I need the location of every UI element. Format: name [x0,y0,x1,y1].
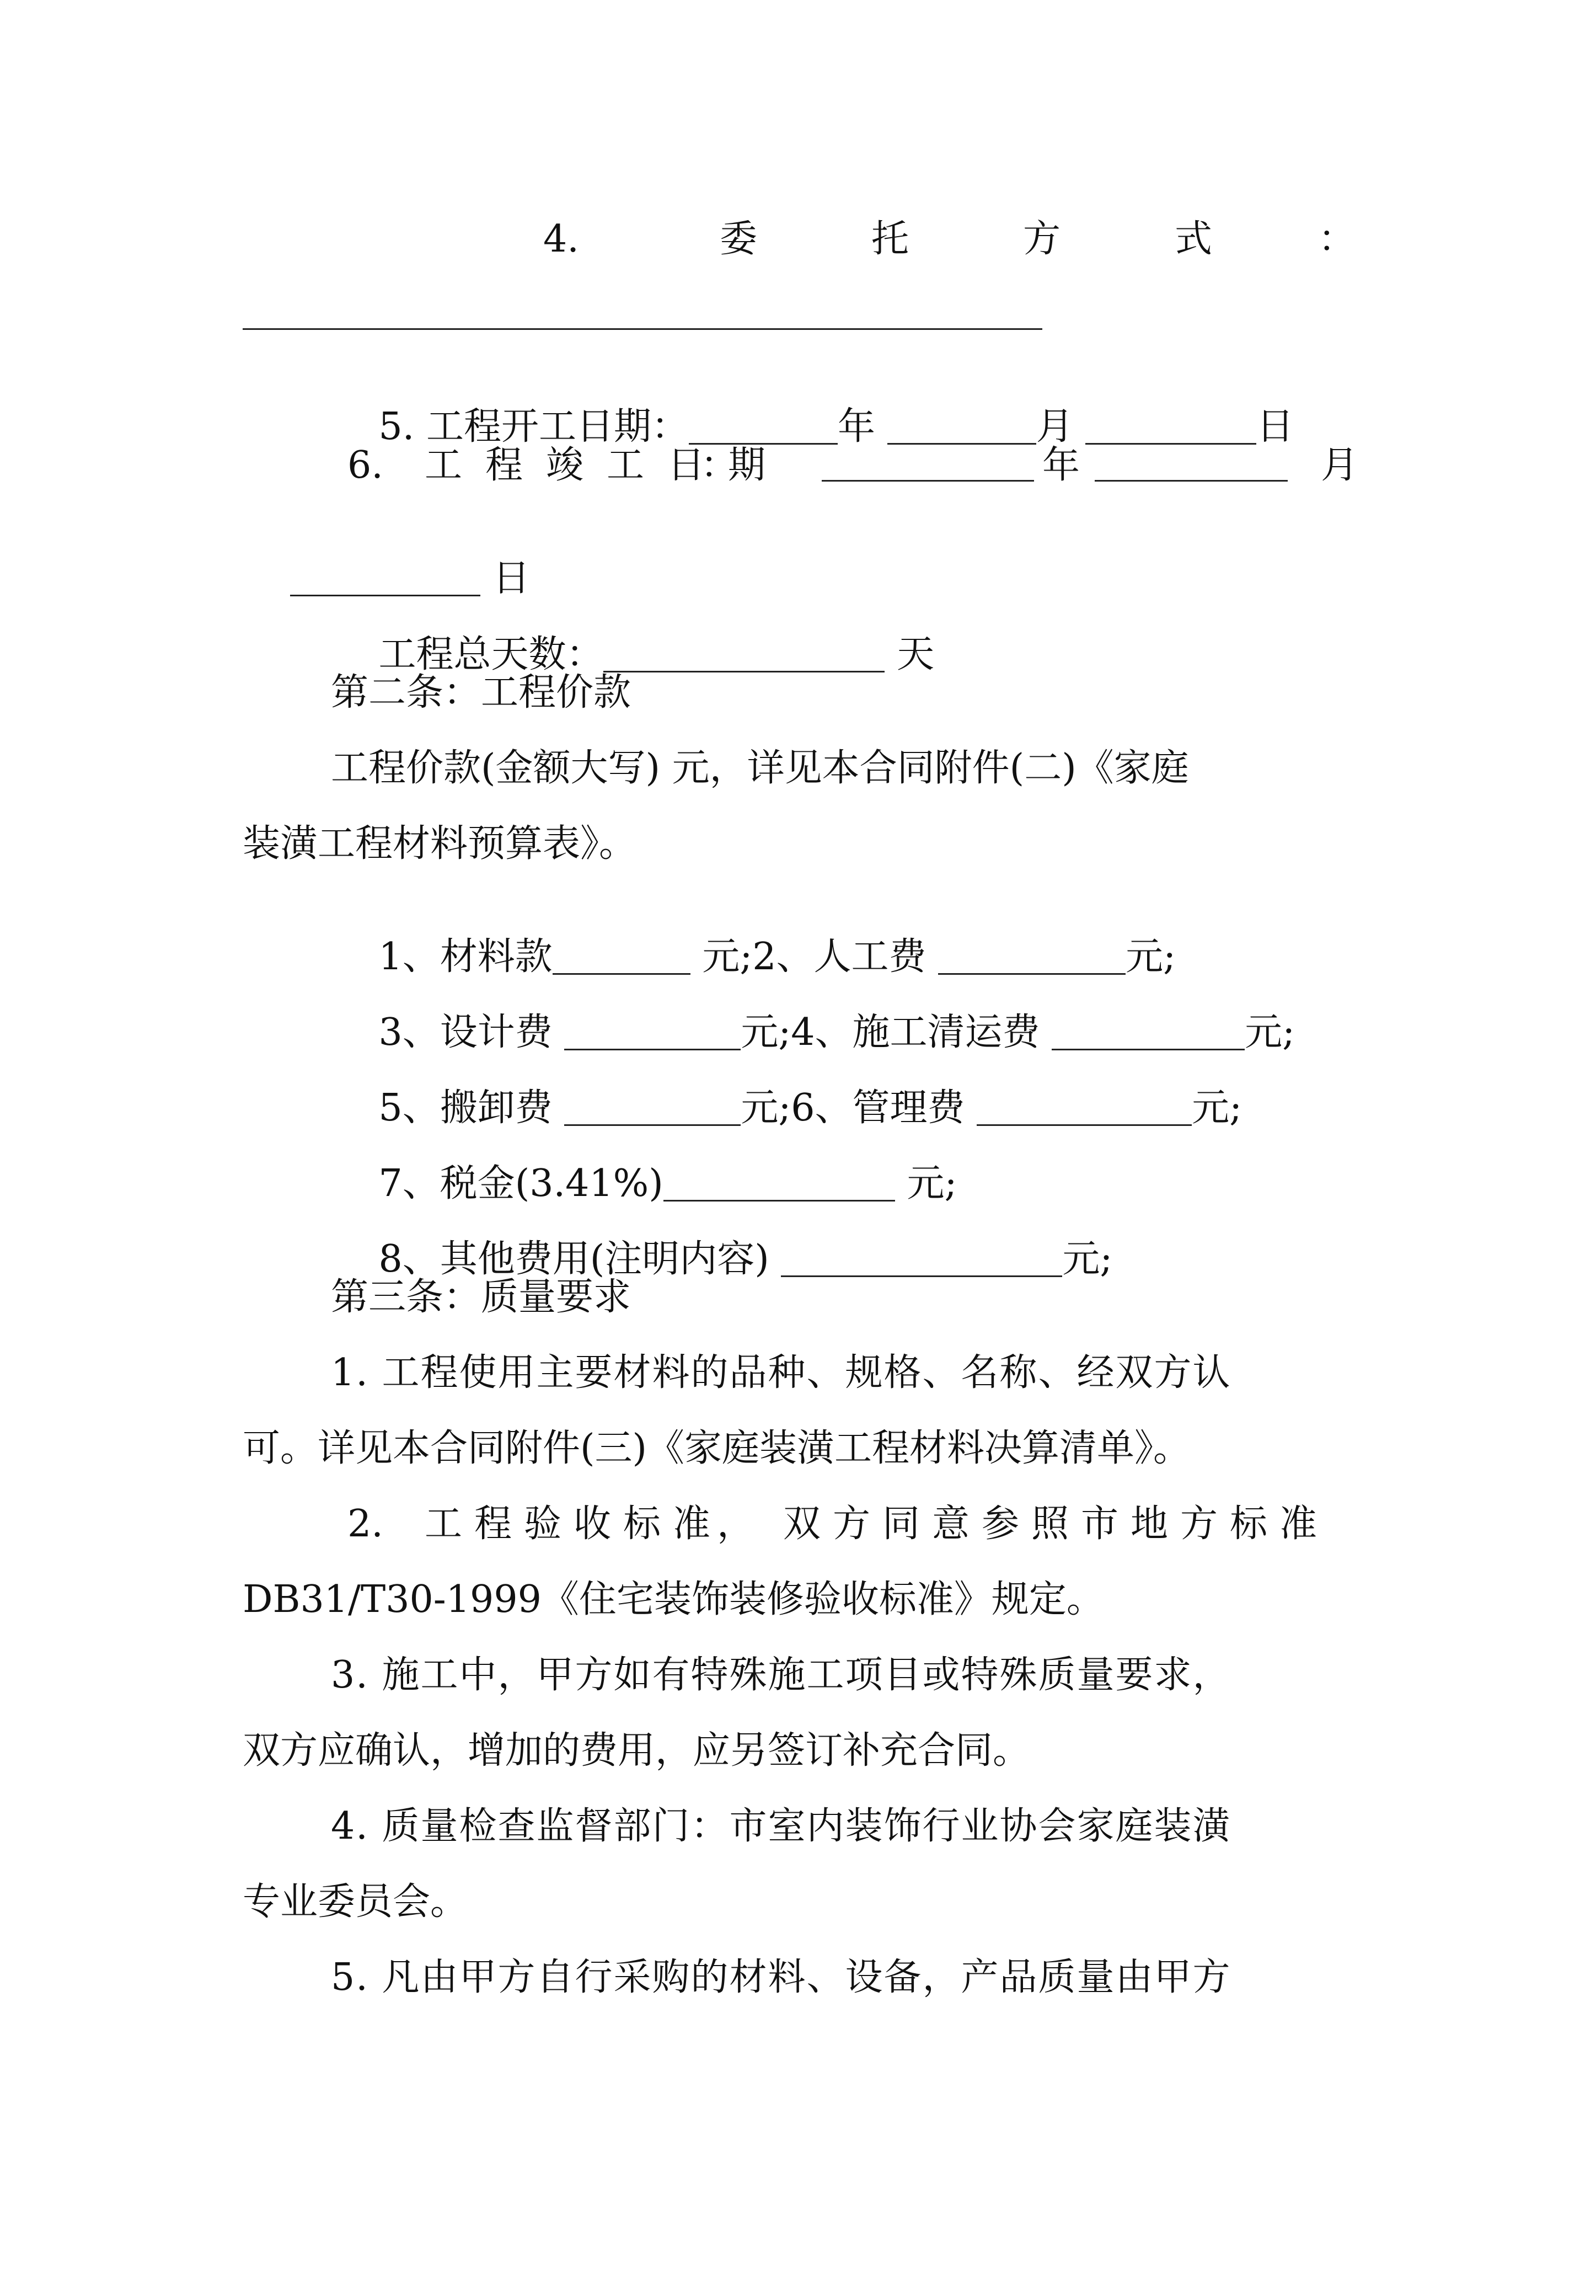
end-day-char: 日 [492,557,531,600]
quality-5-line-1: 5. 凡由甲方自行采购的材料、设备，产品质量由甲方 [331,1956,1231,1999]
end-date-c4: 工 [607,444,645,487]
end-year-blank [822,447,1034,482]
end-date-c5: 日 [667,444,705,487]
quality-1-line-1: 1. 工程使用主要材料的品种、规格、名称、经双方认 [331,1351,1231,1395]
fee-other-unit: 元; [1062,1237,1113,1281]
total-days-label: 工程总天数： [378,633,604,676]
line-price-1 [331,746,1357,790]
q2-c13: 照 [1031,1502,1069,1546]
fee-labor-unit: 元; [1126,935,1176,979]
entrust-char-4: 式 [1175,217,1213,261]
fee-labor-blank [938,940,1126,975]
q2-c17: 标 [1230,1502,1268,1546]
q2-c11: 意 [932,1502,970,1546]
total-days-blank [603,638,885,672]
year-char: 年 [837,405,875,448]
q2-num: 2. [347,1502,383,1546]
entrust-char-2: 托 [871,217,909,261]
entrust-char-3: 方 [1023,217,1061,261]
end-day-blank [290,562,480,596]
q2-c4: 收 [574,1502,612,1546]
quality-4-line-2: 专业委员会。 [243,1880,468,1924]
q2-c8: 双 [783,1502,821,1546]
end-date-c3: 竣 [546,444,584,487]
q2-c2: 程 [474,1502,512,1546]
fee-other-blank [781,1242,1062,1277]
fee-material-label: 1、材料款 [378,935,553,979]
entrust-underline [243,328,1042,330]
end-year-char: 年 [1042,444,1080,487]
q2-c15: 地 [1131,1502,1169,1546]
fee-cleanup-blank [1052,1016,1245,1050]
q2-c12: 参 [982,1502,1020,1546]
day-char: 日 [1256,405,1294,448]
end-month-blank [1095,447,1288,482]
price-text-1: 工程价款(金额大写) 元，详见本合同附件(二)《家庭 [331,746,1189,790]
q2-c1: 工 [425,1502,463,1546]
fee-other-label: 8、其他费用(注明内容) [378,1237,769,1281]
fee-tax-unit: 元; [907,1162,957,1205]
quality-3-line-1: 3. 施工中，甲方如有特殊施工项目或特殊质量要求， [331,1653,1231,1697]
q2-c7: ， [717,1502,755,1546]
quality-4-line-1: 4. 质量检查监督部门：市室内装饰行业协会家庭装潢 [331,1804,1231,1848]
fee-moving-blank [564,1091,741,1126]
start-month-blank [887,410,1036,445]
fee-labor-label: 元;2、人工费 [702,935,926,979]
quality-3-line-2: 双方应确认，增加的费用，应另签订补充合同。 [243,1729,1031,1772]
end-date-c6: 期 [728,444,766,487]
month-char: 月 [1036,405,1074,448]
start-year-blank [689,410,838,445]
end-date-num: 6. [347,444,383,487]
fee-material-blank [553,940,690,975]
start-date-label: 5. 工程开工日期： [378,405,689,448]
article-3-heading: 第三条：质量要求 [331,1275,631,1319]
q2-c18: 准 [1279,1502,1317,1546]
fee-tax-label: 7、税金(3.41%) [378,1162,663,1205]
entrust-char-1: 委 [720,217,758,261]
fee-design-label: 3、设计费 [378,1011,553,1054]
fee-management-label: 元;6、管理费 [741,1086,965,1130]
end-date-c1: 工 [425,444,463,487]
quality-2-line-1 [0,1502,1596,2293]
q2-c10: 同 [882,1502,920,1546]
fee-design-blank [564,1016,741,1050]
fee-tax-blank [663,1167,895,1202]
quality-2-line-2: DB31/T30-1999《住宅装饰装修验收标准》规定。 [243,1578,1104,1621]
fee-management-unit: 元; [1192,1086,1242,1130]
fee-cleanup-unit: 元; [1245,1011,1295,1054]
fee-moving-label: 5、搬卸费 [378,1086,553,1130]
quality-1-line-2: 可。详见本合同附件(三)《家庭装潢工程材料决算清单》。 [243,1427,1191,1470]
q2-c16: 方 [1180,1502,1218,1546]
end-date-c2: 程 [485,444,523,487]
end-date-c7: ： [700,444,738,487]
days-char: 天 [897,633,935,676]
q2-c14: 市 [1081,1502,1119,1546]
entrust-char-5: ： [1318,217,1356,261]
q2-c6: 准 [673,1502,711,1546]
fee-cleanup-label: 元;4、施工清运费 [741,1011,1040,1054]
entrust-num: 4. [543,217,579,261]
q2-c5: 标 [623,1502,661,1546]
q2-c9: 方 [833,1502,871,1546]
fee-management-blank [977,1091,1192,1126]
start-day-blank [1085,410,1256,445]
q2-c3: 验 [524,1502,562,1546]
article-2-heading: 第二条：工程价款 [331,671,631,714]
line-price-2: 装潢工程材料预算表》。 [243,822,637,866]
end-month-char: 月 [1321,444,1359,487]
